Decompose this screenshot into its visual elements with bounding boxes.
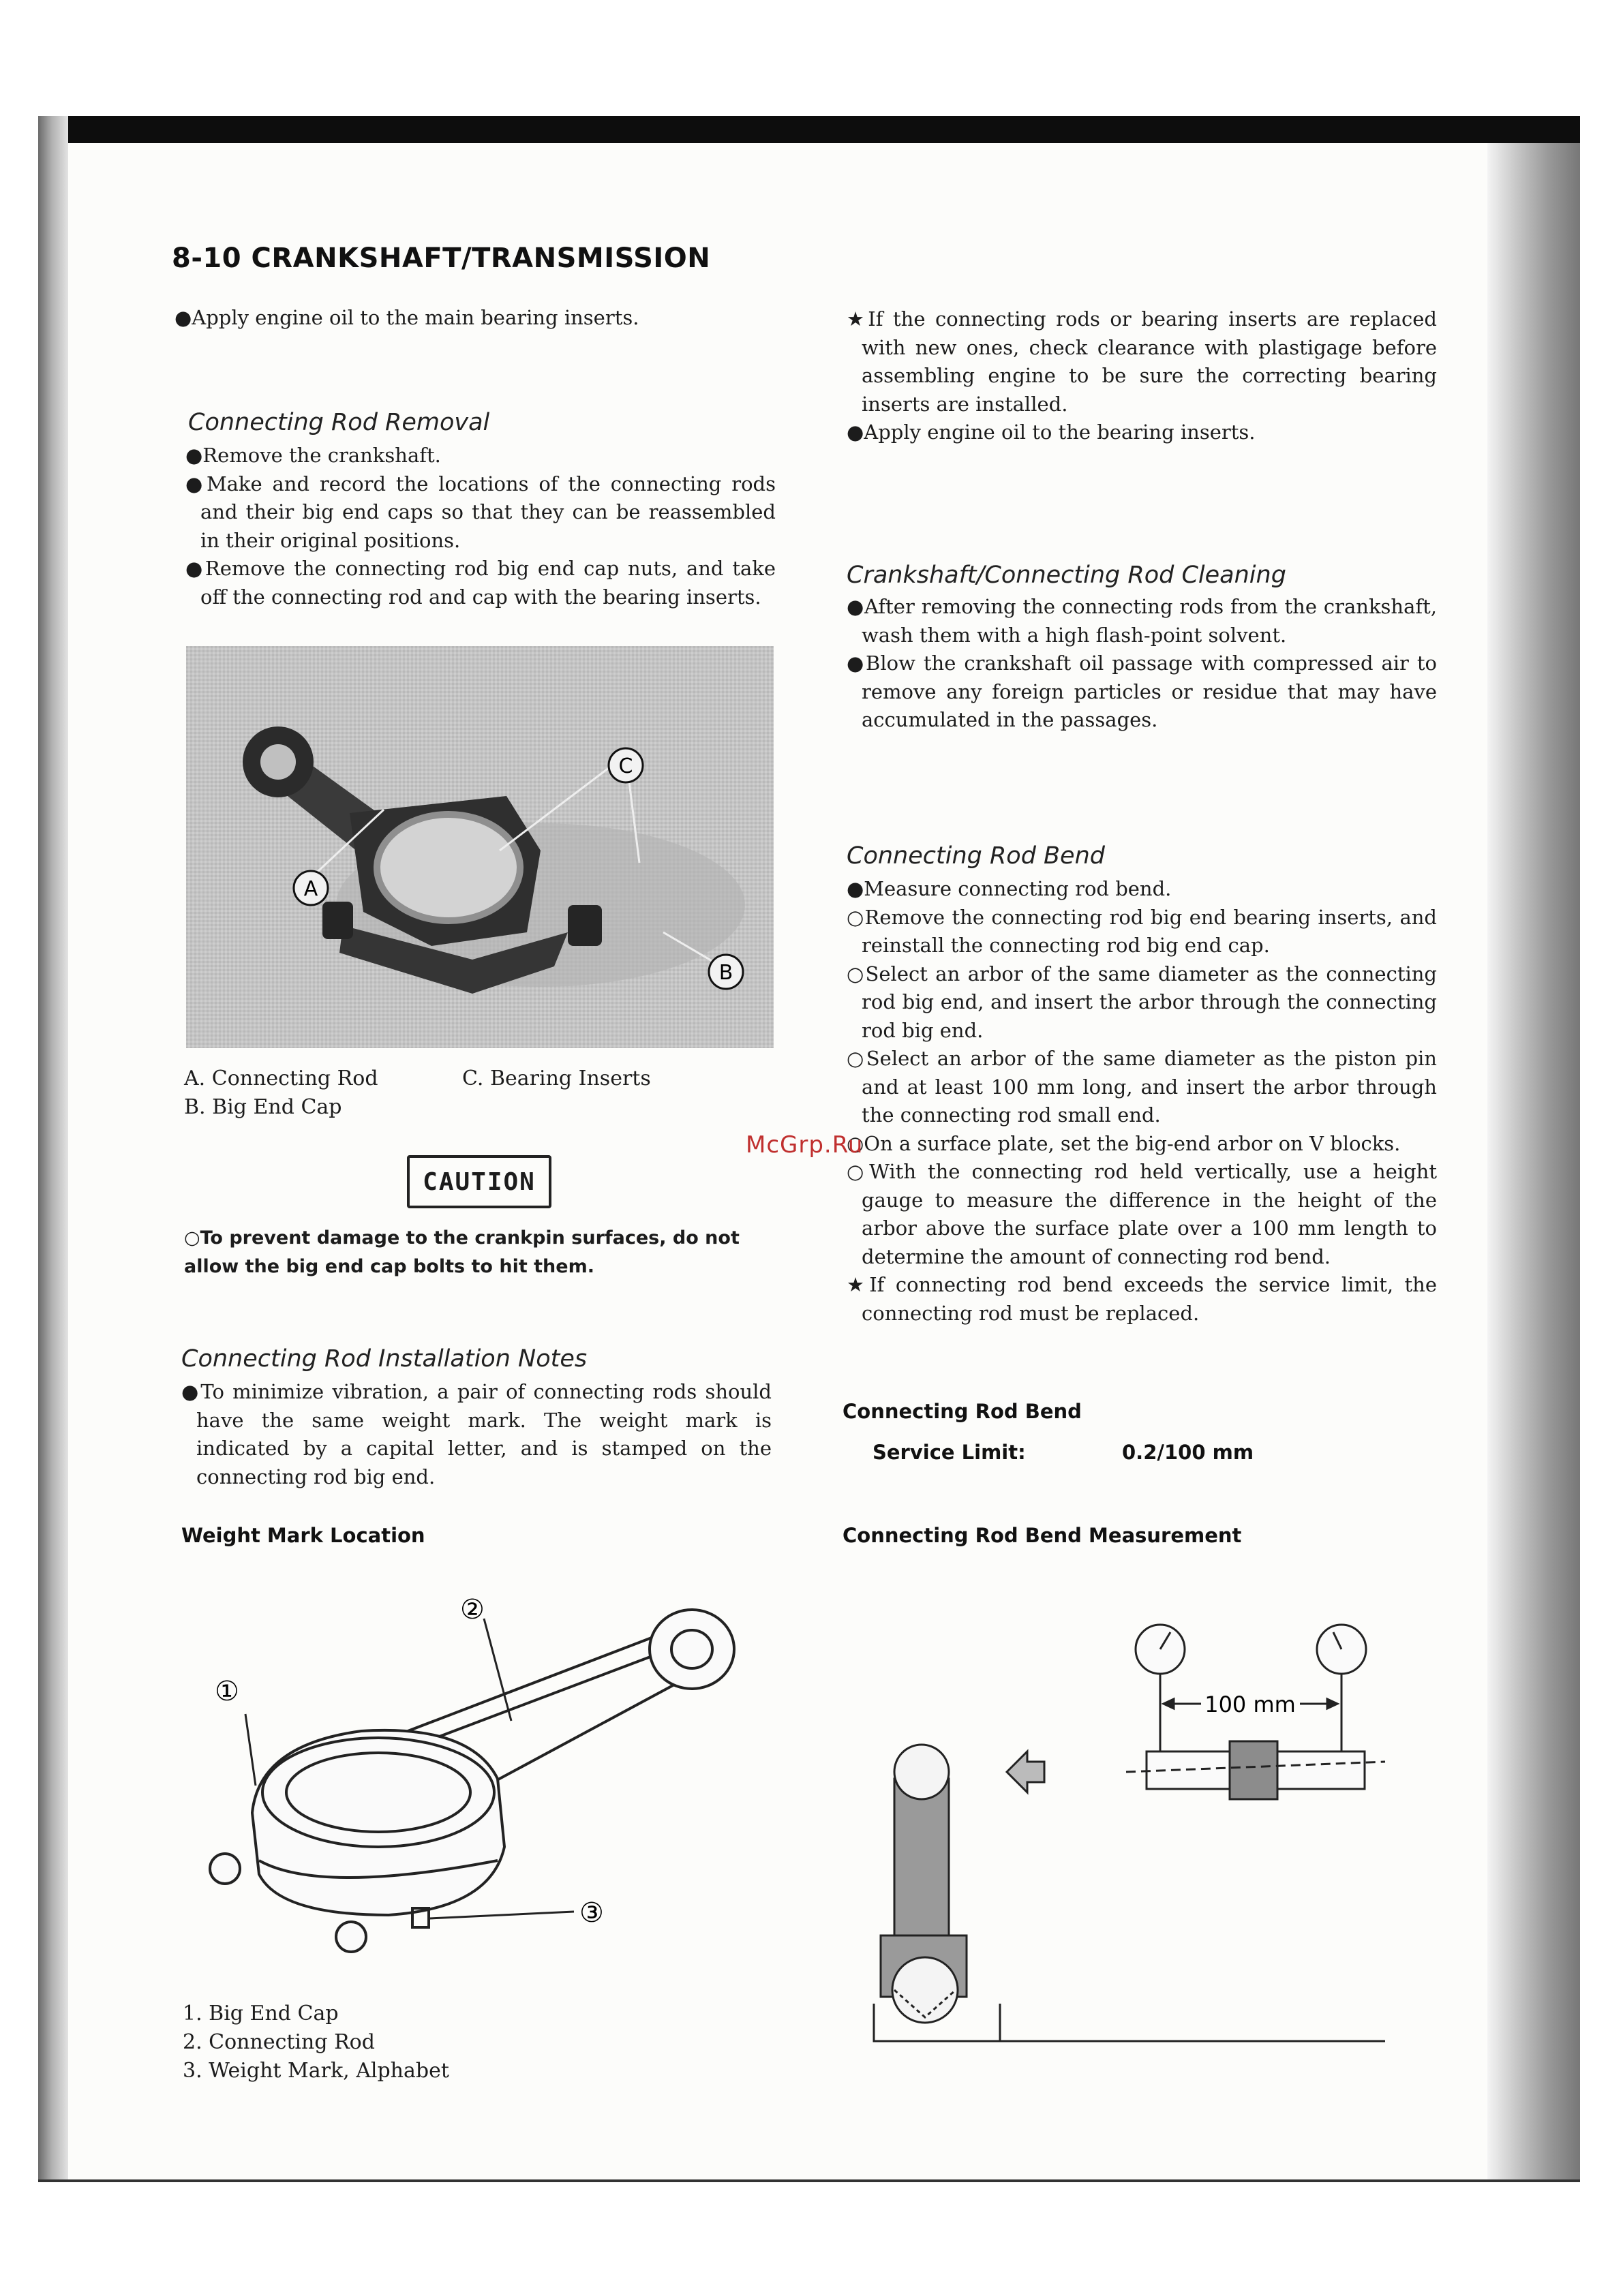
watermark: McGrp.Ru: [746, 1131, 864, 1159]
bend-step: ○On a surface plate, set the big-end arbor on V blocks.: [847, 1131, 1401, 1155]
removal-step: ●Remove the crankshaft.: [185, 444, 441, 467]
callout-2: ②: [460, 1594, 485, 1625]
bend-measurement-diagram: [860, 1608, 1392, 2051]
replaced-inserts-note: [847, 305, 1437, 447]
weight-mark-heading: Weight Mark Location: [181, 1524, 425, 1547]
bend-step: ○Remove the connecting rod big end bearing inserts, and reinstall the connecting rod big end cap.: [847, 905, 1437, 957]
bend-steps: [847, 875, 1437, 1328]
service-limit-label: Service Limit:: [873, 1441, 1026, 1464]
apply-oil-bearing: ●Apply engine oil to the bearing inserts.: [847, 420, 1256, 444]
legend-item-3: 3. Weight Mark, Alphabet: [183, 2059, 449, 2083]
apply-oil-main-bearing: ●Apply engine oil to the main bearing inserts.: [175, 306, 639, 329]
measure-heading: Connecting Rod Bend Measurement: [843, 1524, 1242, 1547]
bend-step: ★If connecting rod bend exceeds the service limit, the connecting rod must be replaced.: [847, 1273, 1437, 1325]
legend-item-2: 2. Connecting Rod: [183, 2030, 375, 2054]
removal-step: ●Make and record the locations of the connecting rods and their big end caps so that they can be reassembled in their original positions.: [185, 472, 776, 552]
photo-label-c: C: [618, 754, 633, 778]
photo-caption-b: B. Big End Cap: [184, 1095, 342, 1119]
removal-step: ●Remove the connecting rod big end cap nuts, and take off the connecting rod and cap with the bearing inserts.: [185, 557, 776, 609]
connecting-rod-photo: [186, 646, 774, 1048]
photo-caption-a: A. Connecting Rod: [184, 1067, 378, 1090]
install-heading: Connecting Rod Installation Notes: [181, 1345, 588, 1373]
scan-top-border: [38, 116, 1580, 143]
caution-badge: CAUTION: [407, 1155, 551, 1208]
view-arrow-icon: [1007, 1751, 1044, 1792]
dimension-label: 100 mm: [1204, 1692, 1296, 1717]
install-text: [181, 1378, 772, 1491]
replaced-note: ★If the connecting rods or bearing inserts are replaced with new ones, check clearance with plastigage before assembling engine to be sure the correcting bearing inserts are installed.: [847, 307, 1437, 416]
removal-steps: [185, 442, 776, 611]
bend-step: ○With the connecting rod held vertically, use a height gauge to measure the difference in the height of the arbor above the surface plate over a 100 mm length to determine the amount of connecting rod bend.: [847, 1160, 1437, 1268]
spec-heading: Connecting Rod Bend: [843, 1400, 1082, 1423]
service-limit-value: 0.2/100 mm: [1122, 1441, 1254, 1464]
bend-step: ●Measure connecting rod bend.: [847, 877, 1172, 900]
caution-text: ○To prevent damage to the crankpin surfaces, do not allow the big end cap bolts to hit them.: [184, 1227, 740, 1277]
weight-mark-diagram: [184, 1588, 784, 1997]
bend-step: ○Select an arbor of the same diameter as the piston pin and at least 100 mm long, and insert the arbor through the connecting rod small end.: [847, 1047, 1437, 1127]
cleaning-step: ●Blow the crankshaft oil passage with compressed air to remove any foreign particles or residue that may have accumulated in the passages.: [847, 652, 1437, 731]
removal-heading: Connecting Rod Removal: [188, 409, 490, 436]
bend-heading: Connecting Rod Bend: [847, 842, 1105, 870]
legend-item-1: 1. Big End Cap: [183, 2002, 339, 2025]
scan-left-margin: [38, 116, 68, 2182]
scan-binding-shadow: [1487, 143, 1580, 2182]
callout-1: ①: [215, 1676, 239, 1707]
scan-bottom-edge: [38, 2179, 1580, 2182]
photo-label-a: A: [303, 877, 318, 901]
install-note: ●To minimize vibration, a pair of connecting rods should have the same weight mark. The weight mark is indicated by a capital letter, and is stamped on the connecting rod big end.: [181, 1380, 772, 1488]
photo-caption-c: C. Bearing Inserts: [462, 1067, 651, 1090]
cleaning-heading: Crankshaft/Connecting Rod Cleaning: [847, 562, 1286, 589]
cleaning-step: ●After removing the connecting rods from the crankshaft, wash them with a high flash-point solvent.: [847, 595, 1437, 647]
cleaning-steps: [847, 593, 1437, 735]
bend-step: ○Select an arbor of the same diameter as the connecting rod big end, and insert the arbor through the connecting rod big end.: [847, 962, 1437, 1042]
photo-label-b: B: [718, 961, 733, 985]
page-header: 8-10 CRANKSHAFT/TRANSMISSION: [172, 243, 711, 274]
callout-3: ③: [579, 1897, 604, 1929]
